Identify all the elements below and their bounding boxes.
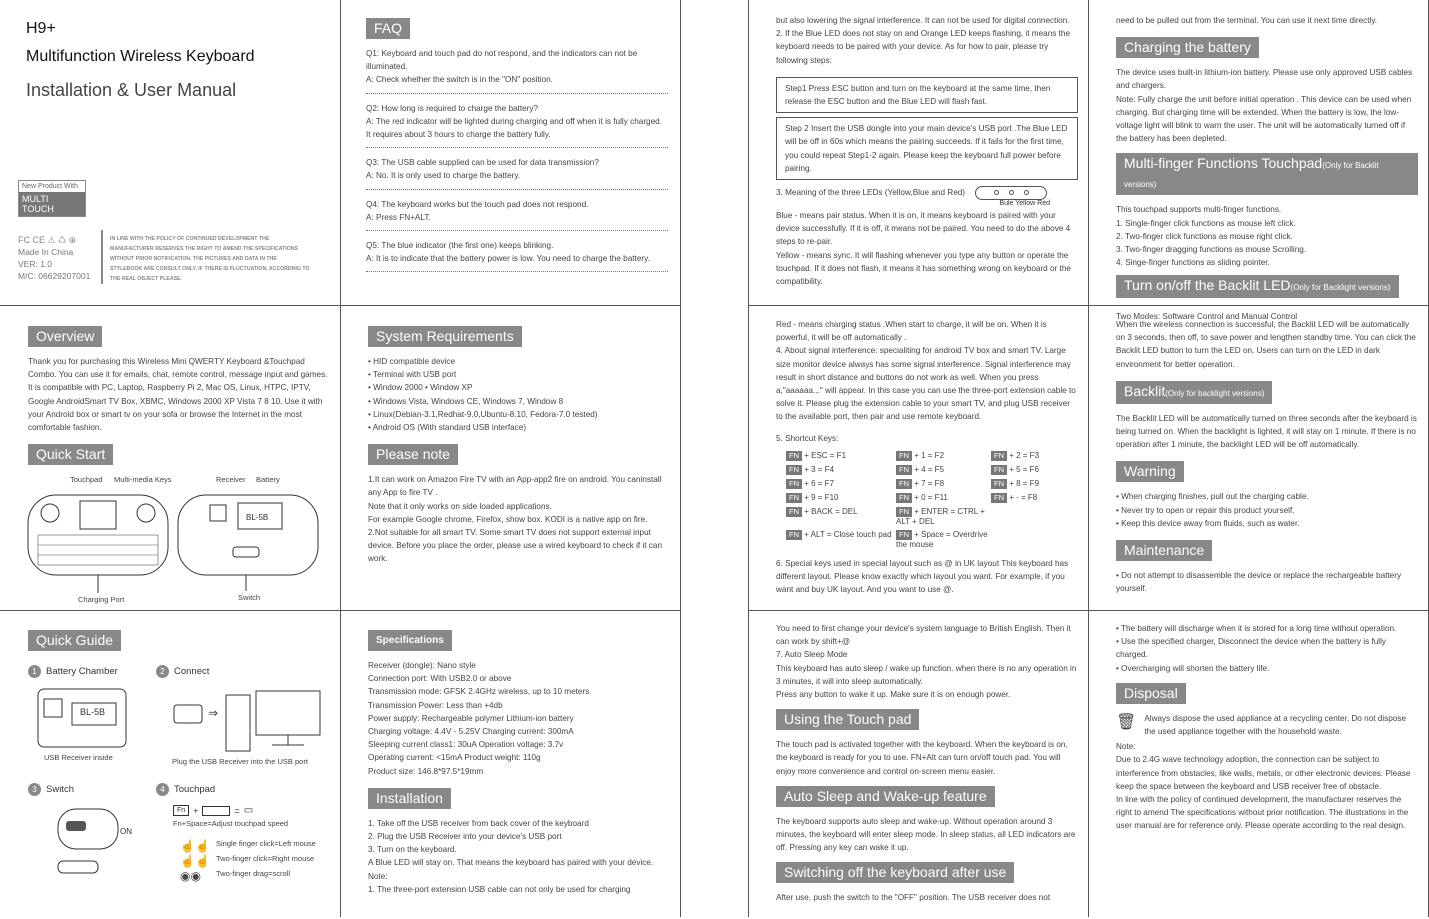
cover-info: FC CE ⚠ ♺ ⊕ Made In China VER: 1.0 M/C: 06629207001: [18, 234, 98, 282]
specification-item: Sleeping current class1: 30uA Operation voltage: 3.7v: [368, 740, 564, 750]
led-meaning: 3. Meaning of the three LEDs (Yellow,Blue and Red): [776, 188, 966, 198]
charging-intro: need to be pulled out from the terminal. You can use it next time directly.: [1116, 16, 1378, 25]
cover-panel: [0, 0, 340, 305]
shortcut-key: [991, 507, 1081, 526]
charging-panel: [1102, 10, 1418, 322]
multi-finger-text: This touchpad supports multi-finger functions. 1. Single-finger click functions as mouse left click. 2. Two-finger click functions as mouse right click. 3. Two-finger dragging functions as mouse Scrolling. 4. Singe-finger functions as sliding pointer.: [1116, 205, 1307, 268]
fold-line: [0, 610, 681, 611]
shortcut-key: FN + ESC = F1: [786, 451, 896, 461]
fold-line: [340, 0, 341, 917]
disposal-panel: [1102, 622, 1418, 912]
touch-pad-heading: Using the Touch pad: [776, 709, 919, 730]
shortcut-key: FN + 0 = F11: [896, 493, 991, 503]
led-indicator-icon: [975, 186, 1047, 200]
warning-item: • When charging finishes, pull out the charging cable.: [1116, 492, 1309, 502]
shortcut-key: FN + 4 = F5: [896, 465, 991, 475]
specification-item: Connection port: With USB2.0 or above: [368, 674, 512, 684]
maintenance-text: • Do not attempt to disassemble the device or replace the rechargeable battery yourself.: [1116, 571, 1402, 594]
switching-off-text: After use, push the switch to the "OFF" position. The USB receiver does not: [776, 893, 1051, 903]
shortcut-panel: [762, 318, 1078, 608]
specifications-heading: Specifications: [368, 630, 452, 651]
connect-illustration-icon: [28, 685, 328, 785]
system-requirements-heading: System Requirements: [368, 326, 522, 347]
specification-item: Transmission mode: GFSK 2.4GHz wireless, up to 10 meters: [368, 687, 590, 697]
maintenance-heading: Maintenance: [1116, 540, 1212, 561]
please-note-heading: Please note: [368, 444, 458, 465]
multi-finger-heading: Multi-finger Functions Touchpad(Only for Backlit versions): [1116, 153, 1418, 195]
shortcut-key: [991, 530, 1081, 549]
requirement-item: • Window 2000 • Window XP: [368, 383, 473, 393]
model-name: H9+: [26, 20, 56, 37]
step2-box: Step 2 Insert the USB dongle into your main device's USB port .The Blue LED will be off in 60s which means the pairing succeeds. If it fails for the first time, you could repeat Step1-2 again. Please keep the keyboard full power before pairing.: [776, 117, 1078, 180]
touchpad-step: 4 Touchpad: [156, 783, 215, 796]
battery-care-item: • The battery will discharge when it is stored for a long time without operation.: [1116, 624, 1397, 633]
specification-item: Operating current: <15mA Product weight: 110g: [368, 753, 541, 763]
switch-step: 3 Switch: [28, 783, 74, 796]
manual-subtitle: Installation & User Manual: [26, 80, 237, 100]
shortcut-key: FN + 6 = F7: [786, 479, 896, 489]
charging-text: The device uses built-in lithium-ion battery. Please use only approved USB cables and chargers. Note: Fully charge the unit before initial operation . This device can be used when charging. But charging time will be extended. When the battery is low, the low-voltage light will blink to warn the user. The unit will be automatically turned off if the battery has been depleted.: [1116, 68, 1413, 144]
requirement-item: • HID compatible device: [368, 357, 456, 366]
backlit-panel: [1102, 318, 1418, 608]
shortcut-key: FN + ALT = Close touch pad: [786, 530, 896, 549]
yellow-led-text: Yellow - means sync. It will flashing whenever you type any button or operate the touchpad. If it does not flash, it means it has something wrong on keyboard or the compatibility.: [776, 250, 1071, 287]
quick-guide-heading: Quick Guide: [28, 630, 121, 651]
led-labels: Bule Yellow Red: [999, 200, 1050, 208]
fold-line: [748, 0, 749, 917]
faq-item: Q3: The USB cable supplied can be used for data transmission? A: No. It is only used to charge the battery.: [366, 158, 599, 181]
specification-item: Receiver (dongle): Nano style: [368, 661, 476, 670]
faq-panel: [352, 10, 668, 300]
usb-receiver-caption: USB Receiver inside: [44, 753, 113, 762]
step1-box: Step1 Press ESC button and turn on the keyboard at the same time, then release the ESC button and the Blue LED will flash fast.: [776, 77, 1078, 113]
warning-item: • Never try to open or repair this product yourself.: [1116, 505, 1295, 515]
recycle-bin-icon: 🗑: [1116, 713, 1137, 731]
requirement-item: • Terminal with USB port: [368, 370, 457, 380]
fold-line: [748, 610, 1429, 611]
battery-care-item: • Overcharging will shorten the battery life.: [1116, 663, 1270, 673]
fn-space-combo: Fn + = ▭: [173, 805, 253, 816]
certification-icons: FC CE ⚠ ♺ ⊕: [18, 235, 77, 245]
backlit-led-heading: Turn on/off the Backlit LED(Only for Backlight versions): [1116, 275, 1399, 298]
battery-care-item: • Use the specified charger, Disconnect the device when the battery is fully charged.: [1116, 637, 1387, 660]
battery-care-list: [1116, 622, 1418, 675]
shortcut-heading: 5. Shortcut Keys:: [776, 433, 839, 443]
on-label: ON: [120, 827, 132, 836]
pairing-intro: but also lowering the signal interference. It can not be used for digital connection. 2. If the Blue LED does not stay on and Orange LED keeps flashing, it means the keyboard needs to be paired with your device. As for how to pair, please try following steps:: [776, 16, 1071, 65]
shortcut-key: FN + 3 = F4: [786, 465, 896, 475]
touchpad-icon: ▭: [243, 805, 254, 816]
multi-touch-badge: New Product With MULTI TOUCH: [18, 180, 86, 217]
shortcut-key: FN + - = F8: [991, 493, 1081, 503]
auto-sleep-intro: You need to first change your device's system language to British English. Then it can work by shift+@ 7. Auto Sleep Mode This keyboard has auto sleep / wake up function. when there is no any operation in 3 minutes, it will into sleep automatically. Press any button to wake it up. Make sure it is on enough power.: [776, 624, 1077, 700]
connect-step: 2 Connect: [156, 665, 209, 678]
system-requirements-list: [368, 355, 670, 434]
policy-text: IN LINE WITH THE POLICY OF CONTINUED DEVELOPMENT THE MANUFACTURER RESERVES THE RIGHT TO AMEND THE SPECIFICATIONS WITHOUT PRIOR NOTIFICATION. THE PICTURES AND DATA IN THE STYLEBOOK ARE CONSULT ONLY, IF THERE IS FLUCTUATION, ACCORDING TO THE REAL OBJECT PLEASE.: [110, 236, 310, 282]
faq-item: Q1: Keyboard and touch pad do not respond, and the indicators can not be illuminated. A: Check whether the switch is in the "ON" position.: [366, 49, 638, 85]
backlit-text: The Backlit LED will be automatically turned on three seconds after the keyboard is being turned on. When the backlight is lighted, it will stay on 1 minute. If there is no operation after 1 minute, the backlight LED will be off automatically.: [1116, 413, 1417, 450]
backlit-modes: Two Modes: Software Control and Manual Control: [1116, 312, 1298, 322]
installation-heading: Installation: [368, 788, 451, 809]
touchpad-usage-panel: [762, 622, 1078, 912]
signal-text: 4. About signal interference: specialiting for android TV box and smart TV. Large size monitor device always has some signal interference. Signal interference may result in short distance and buttons do not work as well. When you press a,"aaaaaa..." will appear. In this case you can use the three-port extension cable to solve it. Please plug the extension cable to your smart TV, and plug USB receiver to the available port, then pair and use remote keyboard.: [776, 346, 1076, 422]
faq-list: [366, 47, 668, 272]
shortcut-key: FN + 9 = F10: [786, 493, 896, 503]
specification-item: Charging voltage: 4.4V - 5.25V Charging current: 300mA: [368, 727, 574, 737]
switching-off-heading: Switching off the keyboard after use: [776, 862, 1014, 883]
product-title: Multifunction Wireless Keyboard: [26, 48, 255, 65]
specifications-panel: [354, 622, 670, 912]
disposal-note: Note: Due to 2.4G wave technology adoption, the connection can be subject to interference from obstacles, like walls, metals, or other electronic devices. Please keep the space between the keyboard and USB receiver free of obstacle. In line with the policy of continued development, the manufacturer reserves the right to amend The specifications without prior notification. The illustrations in the user manual are for reference only. Please operate according to the real design.: [1116, 742, 1411, 831]
special-keys-text: 6. Special keys used in special layout such as @ in UK layout This keyboard has different layout. Please know exactly which layout you want. For example, if you want and buy UK layout. And you want to use @.: [776, 558, 1069, 595]
shortcut-key: FN + Space = Overdrive the mouse: [896, 529, 988, 549]
keyboard-front-back-icon: [28, 483, 328, 603]
faq-heading: FAQ: [366, 18, 410, 39]
shortcut-key: FN + 5 = F6: [991, 465, 1081, 475]
battery-chamber-step: 1 Battery Chamber: [28, 665, 118, 678]
specification-item: Product size: 146.8*97.5*19mm: [368, 766, 484, 776]
requirement-item: • Linux(Debian-3.1,Redhat-9.0,Ubuntu-8.10, Fedora-7.0 tested): [368, 409, 598, 419]
overview-panel: [14, 318, 330, 608]
overview-text: Thank you for purchasing this Wireless Mini QWERTY Keyboard &Touchpad Combo. You can use it for emails, chat, remote control, message input and games. It is compatible with PC, Laptop, Raspberry Pi 2, Mac OS, Linux, HTPC, IPTV, Google AndroidSmart TV Box, XBMC, Windows 2000 XP Vista 7 8 10. Use it with your Android box or smart tv on your sofa or browse the Internet in the most comfortable fashion.: [28, 357, 328, 433]
shortcut-key: FN + ENTER = CTRL + ALT + DEL: [896, 506, 985, 526]
touch-pad-text: The touch pad is activated together with the keyboard. When the keyboard is on, the keyboard is ready for you to use. FN+Alt can turn on/off touch pad. You will enjoy more convenience and control on-screen menu easier.: [776, 740, 1068, 776]
space-key-icon: [202, 806, 230, 816]
auto-sleep-text: The keyboard supports auto sleep and wake-up. Without operation around 3 minutes, the keyboard will enter sleep mode. In sleep status, all LED indicators are off. Pressing any key can wake it up.: [776, 816, 1076, 853]
backlit-heading: Backlit(Only for backlight versions): [1116, 381, 1272, 404]
charging-heading: Charging the battery: [1116, 37, 1259, 58]
svg-text:⇒: ⇒: [208, 706, 219, 720]
disposal-heading: Disposal: [1116, 683, 1186, 704]
shortcut-key: FN + 7 = F8: [896, 479, 991, 489]
requirement-item: • Windows Vista, Windows CE, Windows 7, Window 8: [368, 396, 564, 406]
shortcut-key: FN + BACK = DEL: [786, 507, 896, 526]
requirement-item: • Android OS (With standard USB interface): [368, 423, 527, 433]
quick-start-heading: Quick Start: [28, 444, 113, 465]
finger-icons: ☝☝ ☝☝ ◉◉: [180, 839, 210, 883]
red-led-text: Red - means charging status .When start to charge, it will be on. When it is powerful, it will be off automatically .: [776, 320, 1047, 343]
faq-item: Q4: The keyboard works but the touch pad does not respond. A: Press FN+ALT.: [366, 199, 589, 222]
system-requirements-panel: [354, 318, 670, 608]
faq-item: Q5: The blue indicator (the first one) keeps blinking. A: It is to indicate that the battery power is low. You need to charge the battery.: [366, 241, 650, 264]
backlit-intro: When the wireless connection is successful, the Backlit LED will be automatically on 3 seconds, then off, to save power and lengthen standby time. You can click the Backlit LED button to turn the LED on. Users can turn on the LED in dark environment for better operation.: [1116, 320, 1416, 369]
warning-list: [1116, 490, 1418, 530]
fold-line: [1088, 0, 1089, 917]
disposal-text: Always dispose the used appliance at a recycling center. Do not dispose the used appliance together with the household waste.: [1144, 713, 1407, 737]
faq-item: Q2: How long is required to charge the battery? A: The red indicator will be lighted during charging and off when it is fully charged. It requires about 3 hours to charge the battery fully.: [366, 103, 662, 140]
blue-led-text: Blue - means pair status. When it is on, it means keyboard is paired with your device successfully. If it is off, it means not be paired. You need to do the above 4 steps to re-pair.: [776, 211, 1071, 247]
installation-text: 1. Take off the USB receiver from back cover of the keyboard 2. Plug the USB Receiver into your device's USB port 3. Turn on the keyboard. A Blue LED will stay on. That means the keyboard has paired with your device. Note: 1. The three-port extension USB cable can not only be used for charging: [368, 818, 654, 894]
shortcut-key: FN + 2 = F3: [991, 451, 1081, 461]
specification-item: Transmission Power: Less than +4db: [368, 700, 503, 710]
keyboard-illustration: Touchpad Multi-media Keys Receiver Battery BL-5B Charging Port Switch: [28, 473, 330, 603]
pairing-panel: [762, 10, 1078, 300]
shortcut-key: FN + 1 = F2: [896, 451, 991, 461]
please-note-text: 1.It can work on Amazon Fire TV with an App-app2 fire on android. You caninstall any App to fire TV . Note that it only works on side loaded applications. For example Google chrome, Firefox, show box. KODI is a native app on fire. 2.Not suitable for all smart TV. Some smart TV does not support external input device. Before you place the order, please use a wired keyboard to check if it can work.: [368, 475, 663, 564]
fold-line: [680, 0, 681, 917]
switch-illustration-icon: [48, 799, 168, 889]
specification-item: Power supply: Rechargeable polymer Lithium-ion battery: [368, 713, 574, 723]
specifications-list: [368, 659, 670, 778]
shortcut-keys-grid: [786, 451, 1078, 549]
overview-heading: Overview: [28, 326, 102, 347]
quick-guide-panel: Quick Guide 1 Battery Chamber 2 Connect ⇒ BL-5B USB Receiver inside Plug the USB Receiver into the USB port 3 Switch 4 Touchpad ON Fn + = ▭ Fn+Space=Adjust touchpad speed ☝☝ ☝☝ ◉◉ Single finger click=Left mouse Two-finger click=Right mouse Two-finger drag=scroll: [14, 622, 330, 912]
shortcut-key: FN + 8 = F9: [991, 479, 1081, 489]
fold-line: [0, 305, 681, 306]
warning-heading: Warning: [1116, 461, 1184, 482]
warning-item: • Keep this device away from fluids, such as water.: [1116, 518, 1300, 528]
plug-receiver-caption: Plug the USB Receiver into the USB port: [172, 757, 308, 766]
auto-sleep-heading: Auto Sleep and Wake-up feature: [776, 786, 995, 807]
